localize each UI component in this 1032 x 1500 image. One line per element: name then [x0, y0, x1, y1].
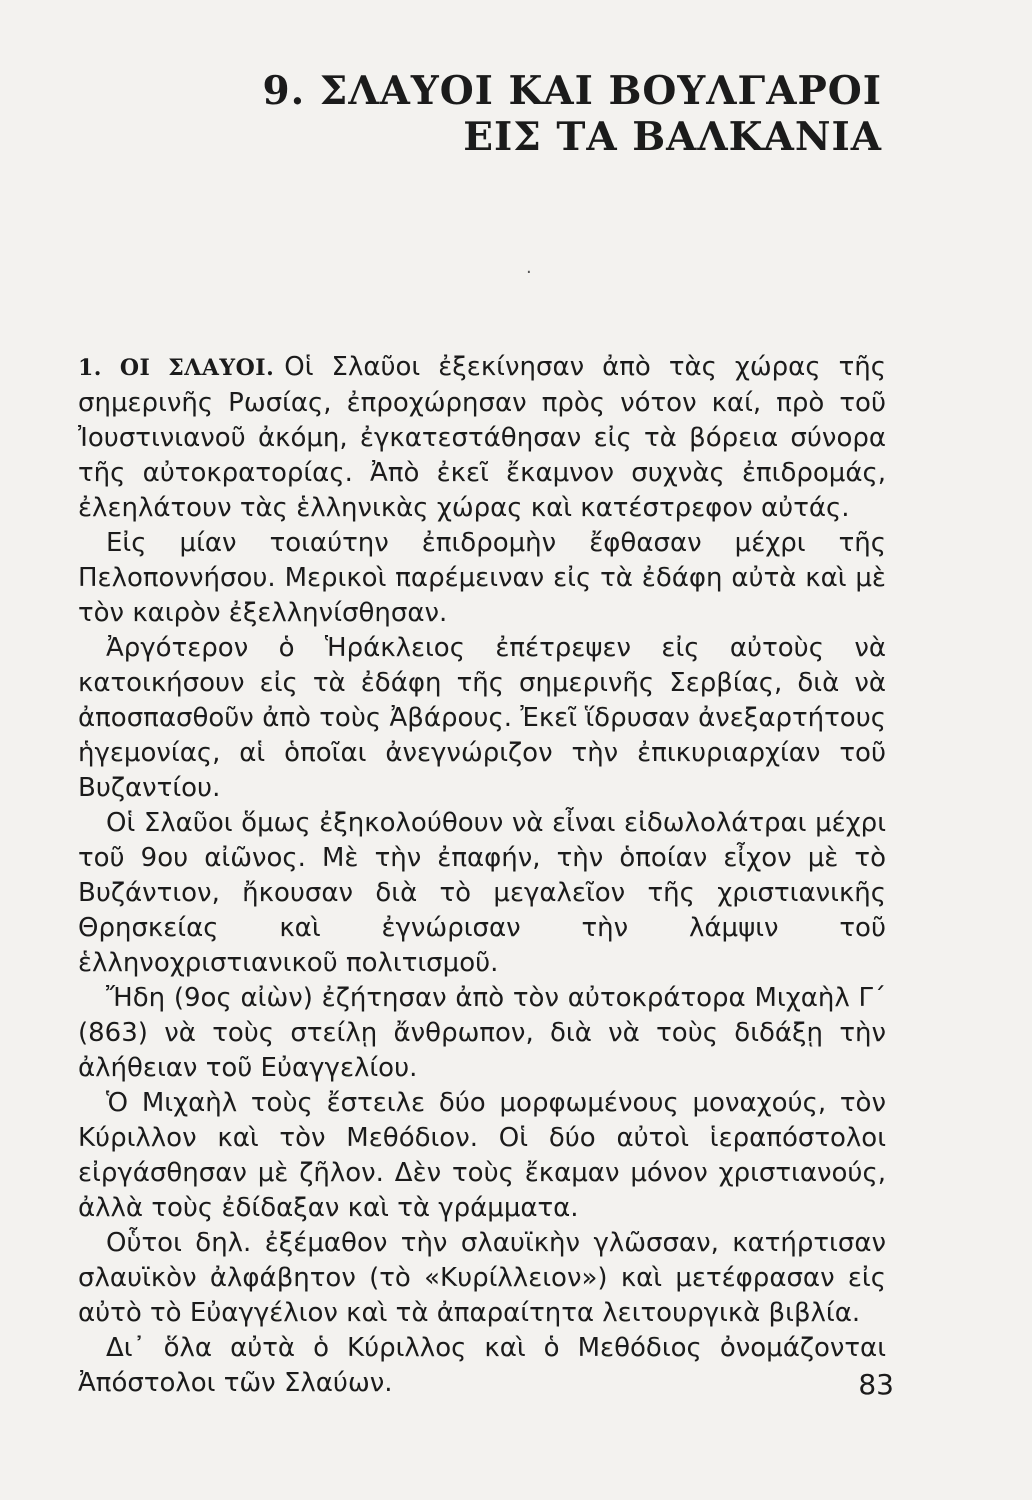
- paragraph-4: Οἱ Σλαῦοι ὅμως ἐξηκολούθουν νὰ εἶναι εἰδωλολάτραι μέχρι τοῦ 9ου αἰῶνος. Μὲ τὴν ἐπαφήν, τὴν ὁποίαν εἶχον μὲ τὸ Βυζάντιον, ἤκουσαν διὰ τὸ μεγαλεῖον τῆς χριστιανικῆς Θρησκείας καὶ ἐγνώρισαν τὴν λάμψιν τοῦ ἑλληνοχριστιανικοῦ πολιτισμοῦ.: [78, 808, 886, 978]
- paragraph-1: [78, 350, 886, 526]
- section-heading: 1. ΟΙ ΣΛΑΥΟΙ.: [78, 355, 275, 381]
- paragraph-6: Ὁ Μιχαὴλ τοὺς ἔστειλε δύο μορφωμένους μοναχούς, τὸν Κύριλλον καὶ τὸν Μεθόδιον. Οἱ δύο αὐτοὶ ἱεραπόστολοι εἰργάσθησαν μὲ ζῆλον. Δὲν τοὺς ἔκαμαν μόνον χριστιανούς, ἀλλὰ τοὺς ἐδίδαξαν καὶ τὰ γράμματα.: [78, 1088, 886, 1223]
- paragraph-7: Οὗτοι δηλ. ἐξέμαθον τὴν σλαυϊκὴν γλῶσσαν, κατήρτισαν σλαυϊκὸν ἀλφάβητον (τὸ «Κυρίλλειον») καὶ μετέφρασαν εἰς αὐτὸ τὸ Εὐαγγέλιον καὶ τὰ ἀπαραίτητα λειτουργικὰ βιβλία.: [78, 1228, 886, 1328]
- paragraph-3: Ἀργότερον ὁ Ἡράκλειος ἐπέτρεψεν εἰς αὐτοὺς νὰ κατοικήσουν εἰς τὰ ἐδάφη τῆς σημερινῆς Σερβίας, διὰ νὰ ἀποσπασθοῦν ἀπὸ τοὺς Ἀβάρους. Ἐκεῖ ἵδρυσαν ἀνεξαρτήτους ἡγεμονίας, αἱ ὁποῖαι ἀνεγνώριζον τὴν ἐπικυριαρχίαν τοῦ Βυζαντίου.: [78, 633, 886, 803]
- chapter-title: [262, 68, 882, 160]
- paragraph-1-text: Οἱ Σλαῦοι ἐξεκίνησαν ἀπὸ τὰς χώρας τῆς σημερινῆς Ρωσίας, ἐπροχώρησαν πρὸς νότον καί, πρὸ τοῦ Ἰουστινιανοῦ ἀκόμη, ἐγκατεστάθησαν εἰς τὰ βόρεια σύνορα τῆς αὐτοκρατορίας. Ἀπὸ ἐκεῖ ἔκαμνον συχνὰς ἐπιδρομάς, ἐλεηλάτουν τὰς ἑλληνικὰς χώρας καὶ κατέστρεφον αὐτάς.: [78, 352, 886, 523]
- paragraph-8: Δι᾽ ὅλα αὐτὰ ὁ Κύριλλος καὶ ὁ Μεθόδιος ὀνομάζονται Ἀπόστολοι τῶν Σλαύων.: [78, 1333, 886, 1398]
- chapter-title-line-2: ΕΙΣ ΤΑ ΒΑΛΚΑΝΙΑ: [463, 114, 882, 160]
- ornament-icon: ·: [526, 262, 532, 283]
- section-body: [78, 350, 886, 1401]
- paragraph-5: Ἤδη (9ος αἰὼν) ἐζήτησαν ἀπὸ τὸν αὐτοκράτορα Μιχαὴλ Γ΄ (863) νὰ τοὺς στείλῃ ἄνθρωπον, διὰ νὰ τοὺς διδάξῃ τὴν ἀλήθειαν τοῦ Εὐαγγελίου.: [78, 983, 886, 1083]
- paragraph-2: Εἰς μίαν τοιαύτην ἐπιδρομὴν ἔφθασαν μέχρι τῆς Πελοποννήσου. Μερικοὶ παρέμειναν εἰς τὰ ἐδάφη αὐτὰ καὶ μὲ τὸν καιρὸν ἐξελληνίσθησαν.: [78, 528, 886, 628]
- page-number: 83: [858, 1368, 894, 1401]
- chapter-title-line-1: 9. ΣΛΑΥΟΙ ΚΑΙ ΒΟΥΛΓΑΡΟΙ: [262, 68, 882, 114]
